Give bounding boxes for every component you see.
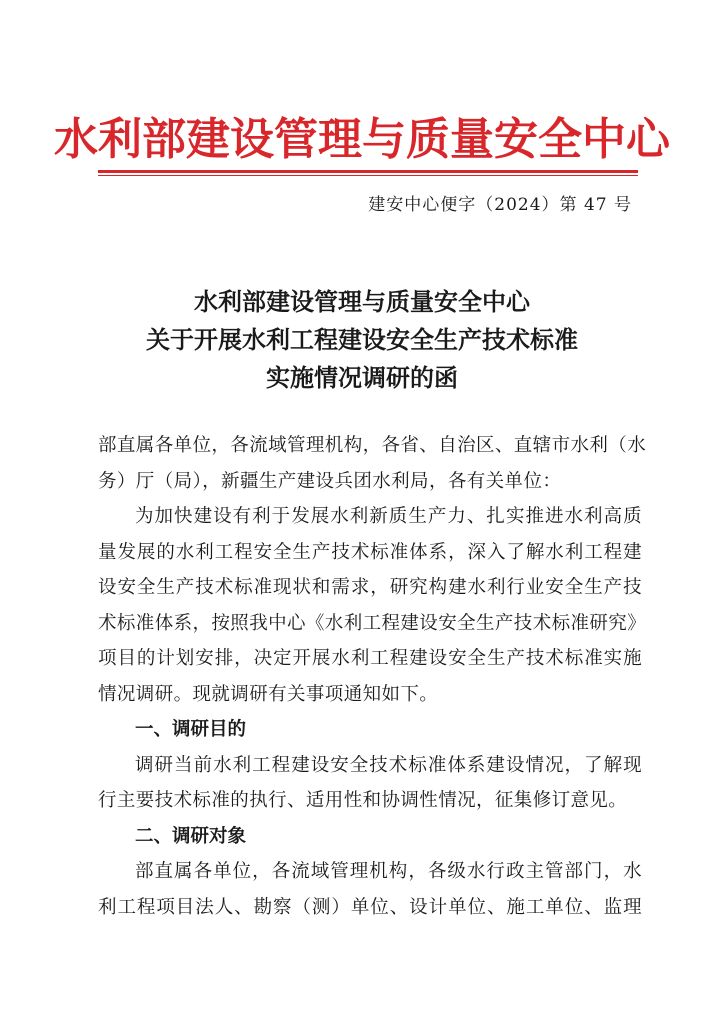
section1-line: 行主要技术标准的执行、适用性和协调性情况，征集修订意见。 xyxy=(98,790,628,811)
document-body xyxy=(98,428,647,925)
letterhead-red-rule xyxy=(98,170,638,173)
section2-line: 部直属各单位，各流域管理机构，各级水行政主管部门，水 xyxy=(135,861,642,882)
intro-line: 项目的计划安排，决定开展水利工程建设安全生产技术标准实施 xyxy=(98,648,642,669)
intro-line: 为加快建设有利于发展水利新质生产力、扎实推进水利高质 xyxy=(135,506,642,527)
section1-line: 调研当前水利工程建设安全技术标准体系建设情况，了解现 xyxy=(135,754,642,776)
section-heading-purpose: 一、调研目的 xyxy=(135,719,247,740)
addressee-line: 部直属各单位，各流域管理机构，各省、自治区、直辖市水利（水 xyxy=(98,435,647,456)
title-line: 水利部建设管理与质量安全中心 xyxy=(194,287,530,316)
title-line: 实施情况调研的函 xyxy=(266,363,458,392)
document-title xyxy=(0,283,724,397)
title-line: 关于开展水利工程建设安全生产技术标准 xyxy=(146,325,578,354)
intro-line: 术标准体系，按照我中心《水利工程建设安全生产技术标准研究》 xyxy=(98,612,647,634)
section2-line: 利工程项目法人、勘察（测）单位、设计单位、施工单位、监理 xyxy=(98,896,642,918)
intro-line: 量发展的水利工程安全生产技术标准体系，深入了解水利工程建 xyxy=(98,541,642,563)
intro-line: 情况调研。现就调研有关事项通知如下。 xyxy=(98,683,439,705)
document-number: 建安中心便字（2024）第 47 号 xyxy=(368,195,632,215)
section-heading-targets: 二、调研对象 xyxy=(135,825,247,847)
letterhead-red-rule-thin xyxy=(98,175,638,176)
letterhead-title: 水利部建设管理与质量安全中心 xyxy=(54,114,670,165)
addressee-line: 务）厅（局），新疆生产建设兵团水利局，各有关单位： xyxy=(98,470,562,492)
intro-line: 设安全生产技术标准现状和需求，研究构建水利行业安全生产技 xyxy=(98,577,642,598)
